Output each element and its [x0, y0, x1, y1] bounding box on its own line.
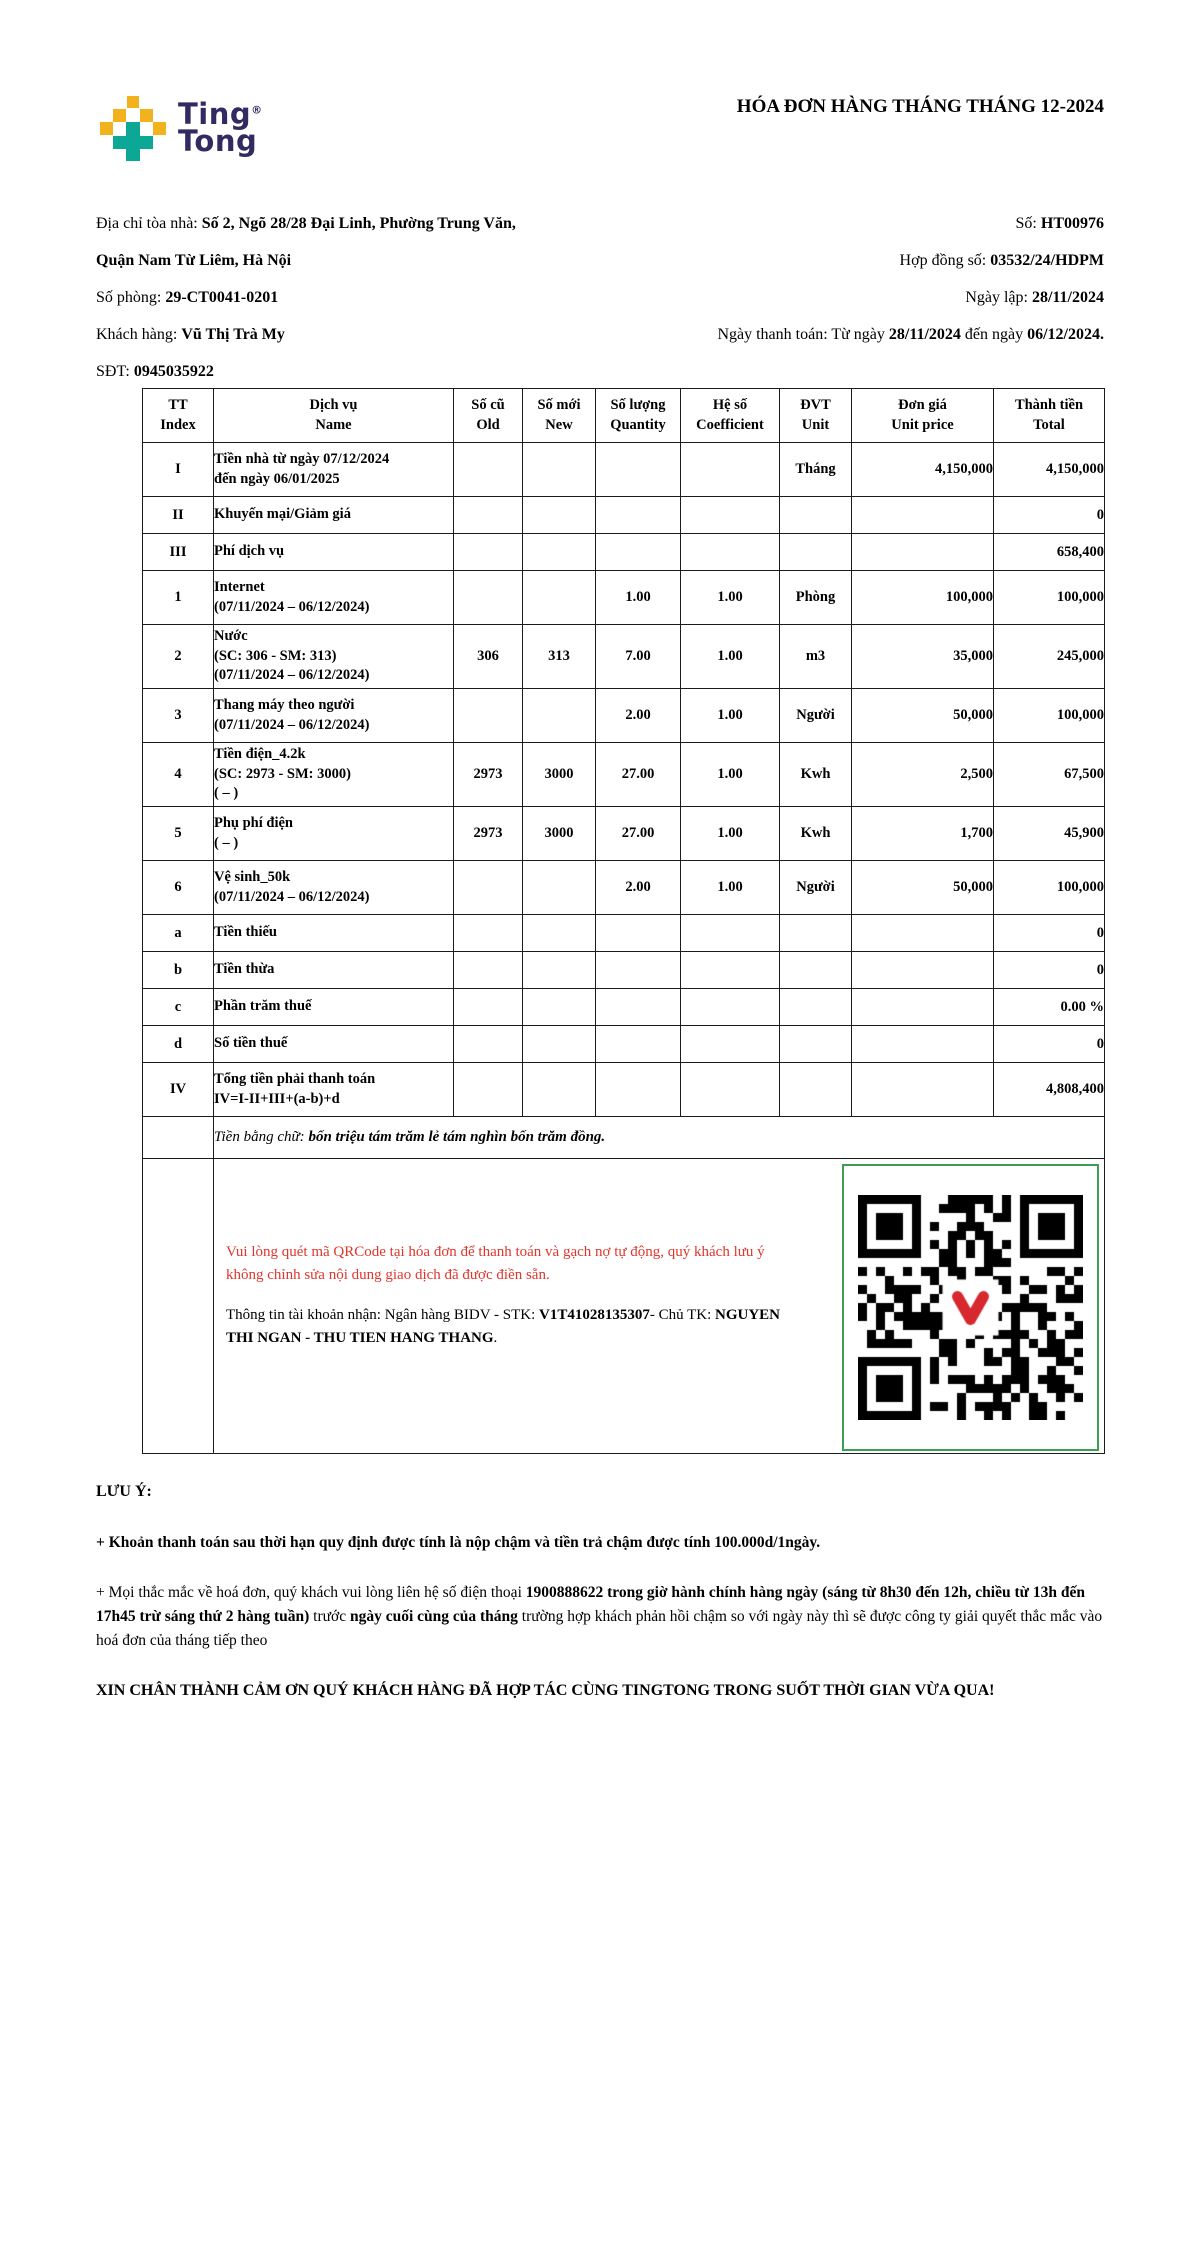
coefficient: 1.00: [681, 861, 780, 915]
total: 100,000: [994, 861, 1105, 915]
column-header: Số cũ Old: [454, 389, 523, 443]
unit: [780, 497, 852, 534]
table-row: [143, 689, 1105, 743]
unit-price: [852, 534, 994, 571]
quantity: 2.00: [596, 861, 681, 915]
unit: Phòng: [780, 571, 852, 625]
new-reading: [523, 989, 596, 1026]
unit-price: 35,000: [852, 625, 994, 689]
quantity: 7.00: [596, 625, 681, 689]
unit: [780, 1063, 852, 1117]
old-reading: [454, 1026, 523, 1063]
row-index: 6: [143, 861, 214, 915]
invoice-table: [142, 388, 1105, 1454]
new-reading: 3000: [523, 743, 596, 807]
info-line: Số phòng: 29-CT0041-0201: [96, 289, 279, 306]
coefficient: 1.00: [681, 571, 780, 625]
service-name: Số tiền thuế: [214, 1026, 454, 1063]
service-name: Tiền điện_4.2k (SC: 2973 - SM: 3000) ( – ): [214, 743, 454, 807]
late-payment-note: + Khoản thanh toán sau thời hạn quy định được tính là nộp chậm và tiền trả chậm được tính 100.000d/1ngày.: [96, 1533, 821, 1551]
unit: Kwh: [780, 743, 852, 807]
table-row: [143, 534, 1105, 571]
total: 100,000: [994, 571, 1105, 625]
coefficient: [681, 1063, 780, 1117]
unit-price: 2,500: [852, 743, 994, 807]
table-row: [143, 1026, 1105, 1063]
column-header: Dịch vụ Name: [214, 389, 454, 443]
info-line: Số: HT00976: [1015, 215, 1104, 232]
service-name: Khuyến mại/Giảm giá: [214, 497, 454, 534]
old-reading: [454, 989, 523, 1026]
coefficient: 1.00: [681, 689, 780, 743]
table-row: [143, 952, 1105, 989]
table-row: [143, 989, 1105, 1026]
quantity: 27.00: [596, 807, 681, 861]
old-reading: [454, 915, 523, 952]
column-header: ĐVT Unit: [780, 389, 852, 443]
payment-row: [143, 1159, 1105, 1454]
info-line: Ngày thanh toán: Từ ngày 28/11/2024 đến ngày 06/12/2024.: [717, 326, 1104, 343]
quantity: 1.00: [596, 571, 681, 625]
info-line: Hợp đồng số: 03532/24/HDPM: [899, 252, 1104, 269]
service-name: Vệ sinh_50k (07/11/2024 – 06/12/2024): [214, 861, 454, 915]
total: 0: [994, 952, 1105, 989]
unit: [780, 534, 852, 571]
service-name: Nước (SC: 306 - SM: 313) (07/11/2024 – 06/12/2024): [214, 625, 454, 689]
old-reading: [454, 1063, 523, 1117]
unit-price: 100,000: [852, 571, 994, 625]
quantity: [596, 1026, 681, 1063]
invoice-title: HÓA ĐƠN HÀNG THÁNG THÁNG 12-2024: [736, 96, 1104, 117]
tingtong-logo-icon: [100, 95, 166, 161]
total: 67,500: [994, 743, 1105, 807]
total: 0.00 %: [994, 989, 1105, 1026]
info-line: Khách hàng: Vũ Thị Trà My: [96, 326, 285, 343]
total: 0: [994, 915, 1105, 952]
unit-price: 4,150,000: [852, 443, 994, 497]
unit-price: [852, 915, 994, 952]
unit: Tháng: [780, 443, 852, 497]
amount-in-words: Tiền bằng chữ: bốn triệu tám trăm lẻ tám nghìn bốn trăm đồng.: [214, 1117, 1105, 1159]
notes-title: LƯU Ý:: [96, 1483, 152, 1500]
old-reading: 2973: [454, 807, 523, 861]
service-name: Phí dịch vụ: [214, 534, 454, 571]
row-index: d: [143, 1026, 214, 1063]
total: 245,000: [994, 625, 1105, 689]
notes-section: [96, 1480, 1108, 1704]
row-index: a: [143, 915, 214, 952]
unit-price: [852, 1026, 994, 1063]
service-name: Internet (07/11/2024 – 06/12/2024): [214, 571, 454, 625]
row-index: IV: [143, 1063, 214, 1117]
table-row: [143, 861, 1105, 915]
quantity: [596, 497, 681, 534]
new-reading: [523, 1026, 596, 1063]
qr-code: [858, 1195, 1083, 1420]
total: 4,150,000: [994, 443, 1105, 497]
quantity: 2.00: [596, 689, 681, 743]
row-index: I: [143, 443, 214, 497]
service-name: Tiền thiếu: [214, 915, 454, 952]
service-name: Thang máy theo người (07/11/2024 – 06/12/2024): [214, 689, 454, 743]
coefficient: 1.00: [681, 807, 780, 861]
coefficient: 1.00: [681, 625, 780, 689]
new-reading: 3000: [523, 807, 596, 861]
unit: Người: [780, 861, 852, 915]
table-header: [143, 389, 1105, 443]
unit-price: [852, 952, 994, 989]
quantity: [596, 443, 681, 497]
column-header: Số mới New: [523, 389, 596, 443]
total: 4,808,400: [994, 1063, 1105, 1117]
info-line: Quận Nam Từ Liêm, Hà Nội: [96, 252, 292, 269]
unit: Kwh: [780, 807, 852, 861]
old-reading: [454, 861, 523, 915]
invoice-meta-block: [484, 205, 1104, 353]
row-index: 3: [143, 689, 214, 743]
column-header: Thành tiền Total: [994, 389, 1105, 443]
column-header: Hệ số Coefficient: [681, 389, 780, 443]
old-reading: 2973: [454, 743, 523, 807]
service-name: Phụ phí điện ( – ): [214, 807, 454, 861]
table-body: [143, 443, 1105, 1117]
coefficient: [681, 1026, 780, 1063]
column-header: TT Index: [143, 389, 214, 443]
total: 0: [994, 1026, 1105, 1063]
new-reading: [523, 689, 596, 743]
old-reading: [454, 443, 523, 497]
unit: [780, 989, 852, 1026]
table-row: [143, 1063, 1105, 1117]
new-reading: 313: [523, 625, 596, 689]
hotline-note: + Mọi thắc mắc về hoá đơn, quý khách vui lòng liên hệ số điện thoại 1900888622 trong giờ hành chính hàng ngày (sáng từ 8h30 đến 12h, chiều từ 13h đến 17h45 trừ sáng thứ 2 hàng tuần) trước ngày cuối cùng của tháng trường hợp khách phản hồi chậm so với ngày này thì sẽ được công ty giải quyết thắc mắc vào hoá đơn của tháng tiếp theo: [96, 1583, 1103, 1649]
service-name: Tiền nhà từ ngày 07/12/2024 đến ngày 06/01/2025: [214, 443, 454, 497]
table-row: [143, 743, 1105, 807]
qr-code-frame: [842, 1164, 1099, 1451]
unit-price: [852, 1063, 994, 1117]
coefficient: [681, 915, 780, 952]
coefficient: [681, 989, 780, 1026]
coefficient: 1.00: [681, 743, 780, 807]
unit: Người: [780, 689, 852, 743]
new-reading: [523, 443, 596, 497]
thank-you-note: XIN CHÂN THÀNH CẢM ƠN QUÝ KHÁCH HÀNG ĐÃ HỢP TÁC CÙNG TINGTONG TRONG SUỐT THỜI GIAN VỪA QUA!: [96, 1681, 995, 1699]
old-reading: 306: [454, 625, 523, 689]
qr-scan-note: Vui lòng quét mã QRCode tại hóa đơn để thanh toán và gạch nợ tự động, quý khách lưu ý không chỉnh sửa nội dung giao dịch đã được điền sẵn.: [226, 1244, 765, 1283]
info-line: Ngày lập: 28/11/2024: [965, 289, 1104, 306]
row-index: 1: [143, 571, 214, 625]
coefficient: [681, 443, 780, 497]
new-reading: [523, 534, 596, 571]
quantity: [596, 1063, 681, 1117]
table-row: [143, 443, 1105, 497]
info-line: Địa chỉ tòa nhà: Số 2, Ngõ 28/28 Đại Linh, Phường Trung Văn,: [96, 215, 516, 232]
service-name: Tiền thừa: [214, 952, 454, 989]
old-reading: [454, 534, 523, 571]
row-index: III: [143, 534, 214, 571]
new-reading: [523, 952, 596, 989]
quantity: [596, 915, 681, 952]
quantity: 27.00: [596, 743, 681, 807]
table-row: [143, 625, 1105, 689]
row-index: 4: [143, 743, 214, 807]
row-index: c: [143, 989, 214, 1026]
new-reading: [523, 861, 596, 915]
info-line: SĐT: 0945035922: [96, 363, 214, 380]
coefficient: [681, 952, 780, 989]
old-reading: [454, 571, 523, 625]
quantity: [596, 534, 681, 571]
unit: [780, 952, 852, 989]
row-index: II: [143, 497, 214, 534]
tingtong-logo-text: Ting® Tong: [178, 97, 263, 158]
new-reading: [523, 915, 596, 952]
unit: [780, 915, 852, 952]
column-header: Đơn giá Unit price: [852, 389, 994, 443]
unit-price: [852, 497, 994, 534]
total: 658,400: [994, 534, 1105, 571]
row-index: 5: [143, 807, 214, 861]
table-row: [143, 807, 1105, 861]
registered-mark-icon: ®: [251, 103, 263, 117]
old-reading: [454, 952, 523, 989]
old-reading: [454, 497, 523, 534]
unit-price: 50,000: [852, 689, 994, 743]
quantity: [596, 989, 681, 1026]
unit-price: 1,700: [852, 807, 994, 861]
service-name: Tổng tiền phải thanh toán IV=I-II+III+(a-b)+d: [214, 1063, 454, 1117]
unit-price: [852, 989, 994, 1026]
coefficient: [681, 497, 780, 534]
row-index: b: [143, 952, 214, 989]
unit: m3: [780, 625, 852, 689]
service-name: Phần trăm thuế: [214, 989, 454, 1026]
table-row: [143, 497, 1105, 534]
new-reading: [523, 571, 596, 625]
row-index: 2: [143, 625, 214, 689]
old-reading: [454, 689, 523, 743]
table-row: [143, 915, 1105, 952]
quantity: [596, 952, 681, 989]
new-reading: [523, 1063, 596, 1117]
unit: [780, 1026, 852, 1063]
total: 0: [994, 497, 1105, 534]
amount-in-words-row: [143, 1117, 1105, 1159]
coefficient: [681, 534, 780, 571]
total: 45,900: [994, 807, 1105, 861]
bank-account-info: Thông tin tài khoản nhận: Ngân hàng BIDV - STK: V1T41028135307- Chủ TK: NGUYEN THI NGAN - THU TIEN HANG THANG.: [226, 1307, 781, 1346]
new-reading: [523, 497, 596, 534]
tingtong-logo: [100, 95, 263, 161]
unit-price: 50,000: [852, 861, 994, 915]
table-row: [143, 571, 1105, 625]
payment-instructions: [226, 1241, 791, 1349]
total: 100,000: [994, 689, 1105, 743]
column-header: Số lượng Quantity: [596, 389, 681, 443]
